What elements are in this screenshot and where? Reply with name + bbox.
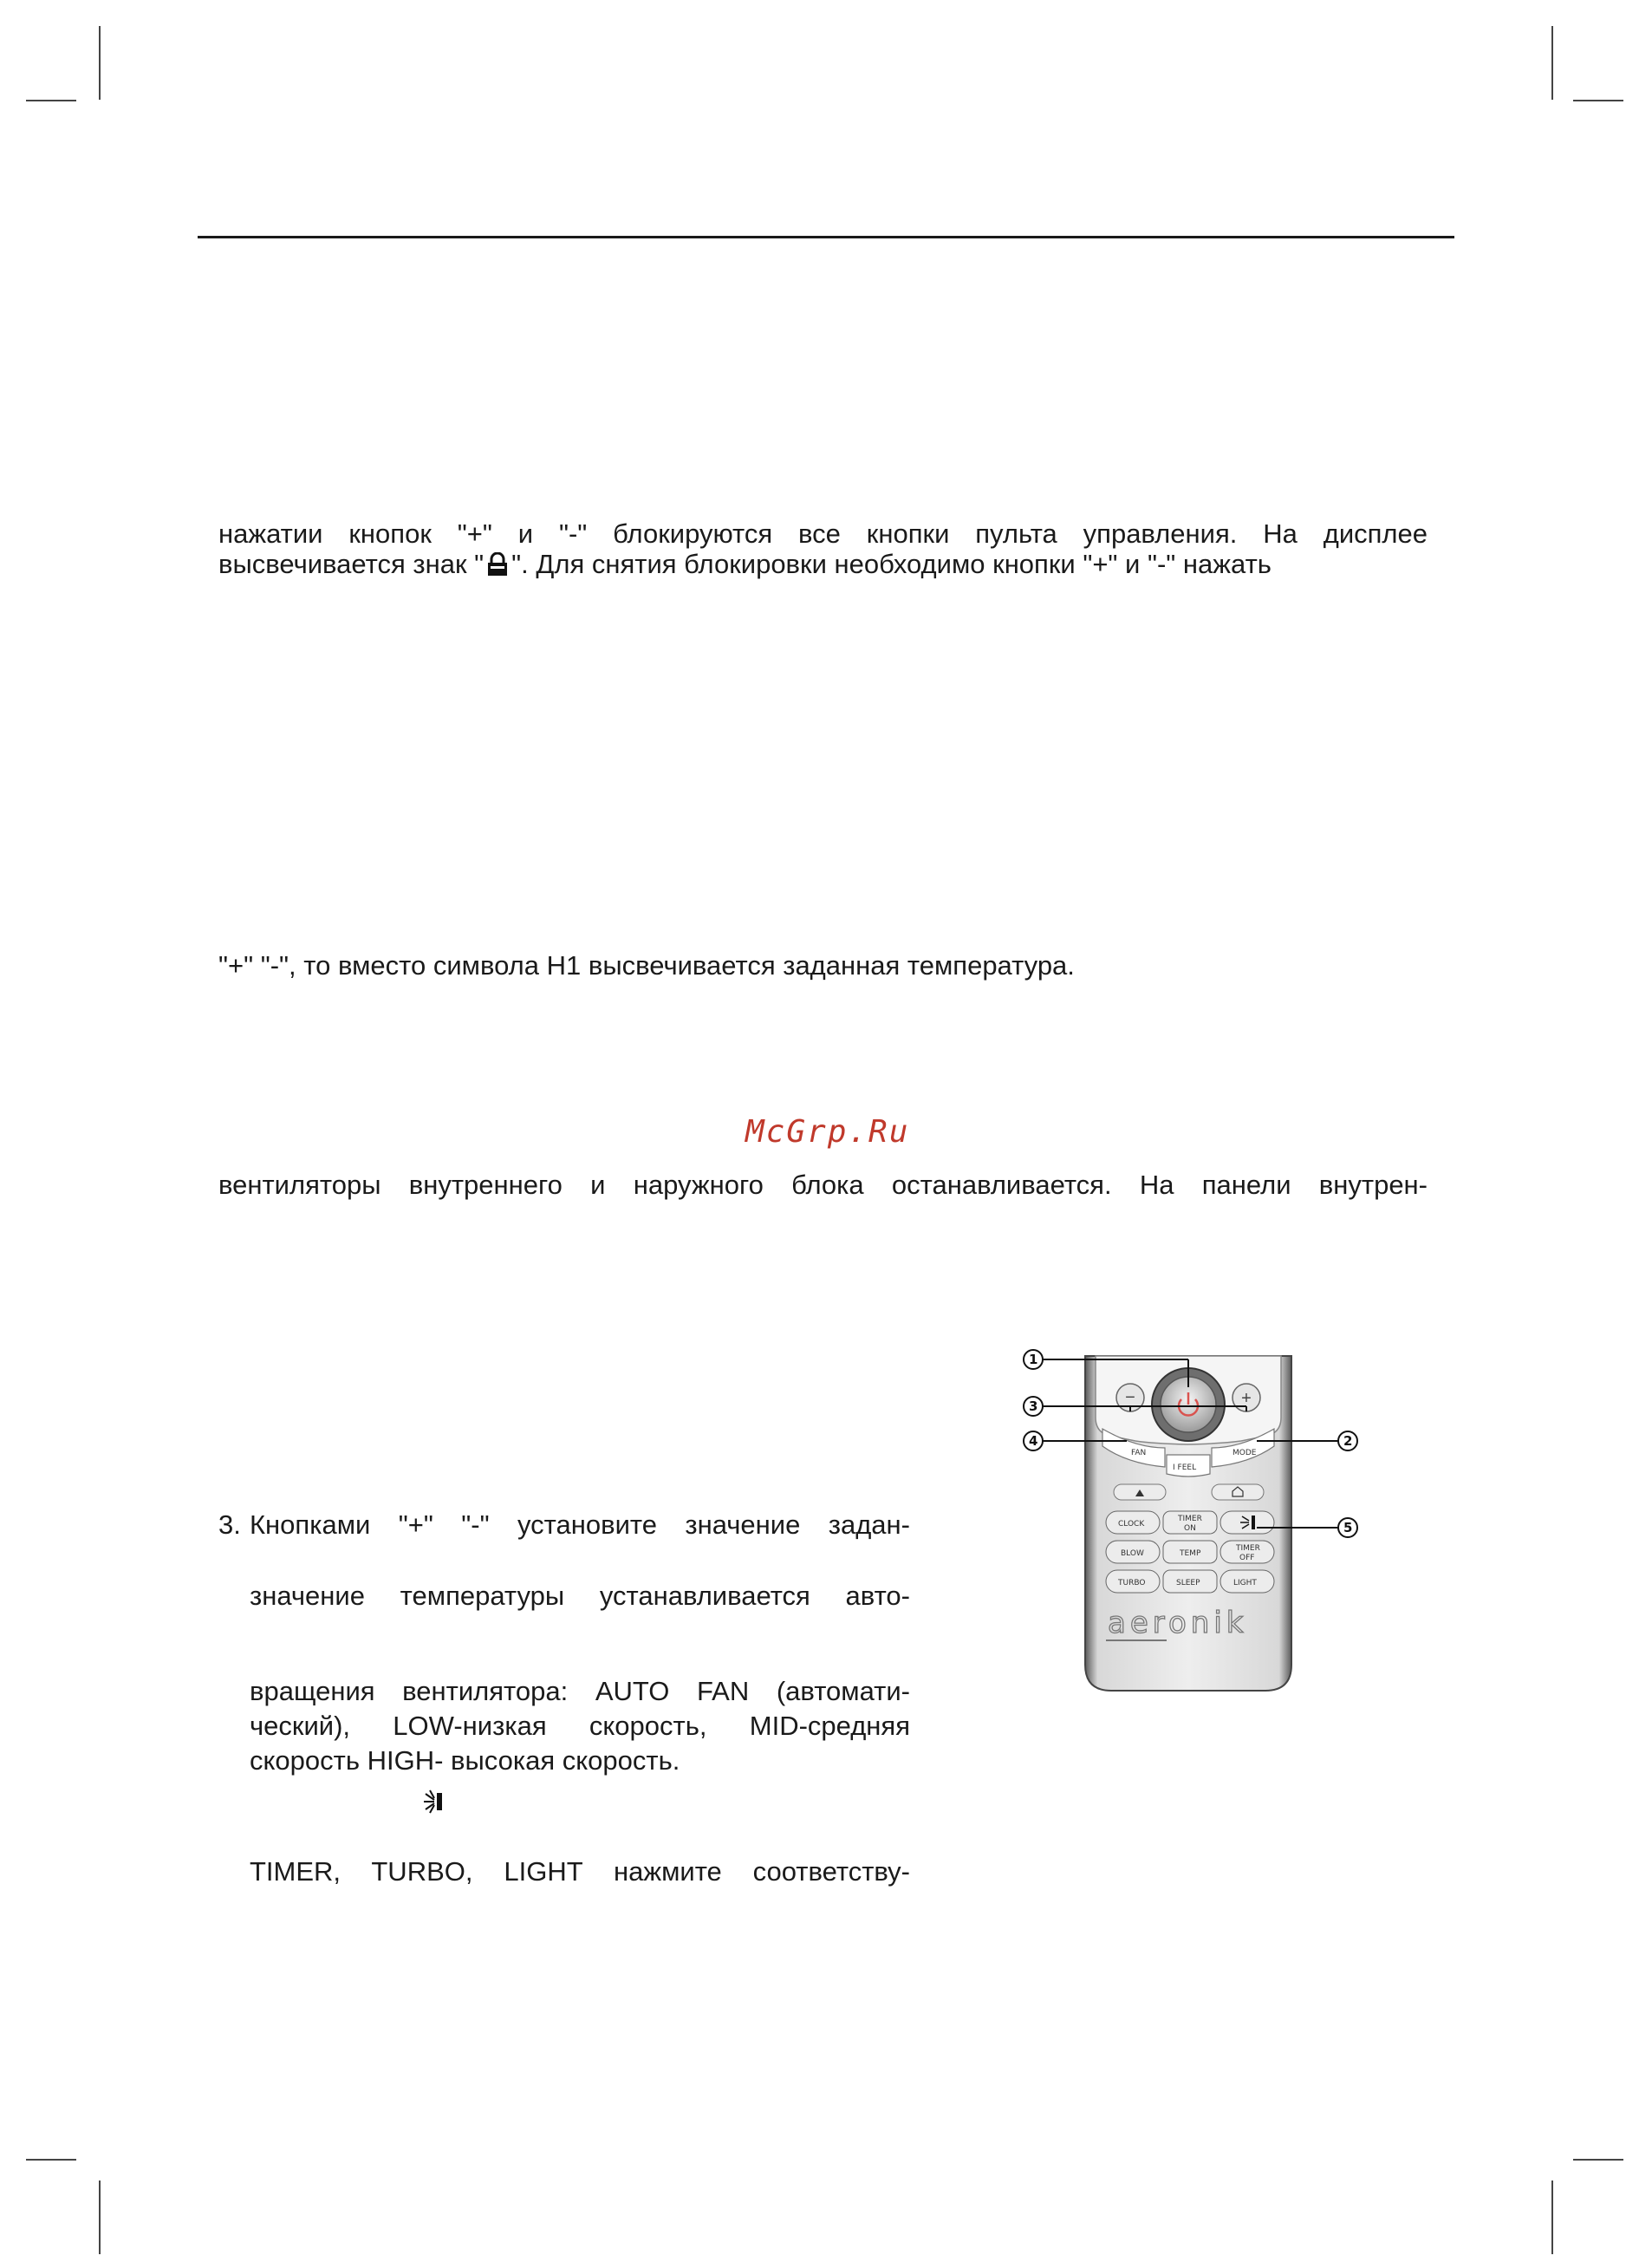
crop-mark-bottom-right-h — [1573, 2159, 1623, 2161]
brand-logo: aeronik — [1108, 1606, 1248, 1640]
step3-line: Кнопками "+" "-" установите значение задан- — [250, 1509, 910, 1540]
fan-speed-line-3: скорость HIGH- высокая скорость. — [250, 1745, 680, 1776]
crop-mark-top-right-v — [1551, 26, 1553, 100]
ifeel-label: I FEEL — [1173, 1463, 1197, 1472]
remote-svg — [1005, 1335, 1387, 1708]
fan-speed-line-2: ческий), LOW-низкая скорость, MID-средняя — [250, 1711, 910, 1741]
lock-line-2-start: высвечивается знак " — [218, 549, 485, 579]
blow-label: BLOW — [1121, 1549, 1144, 1558]
lock-line-2-end: ". Для снятия блокировки необходимо кнопки "+" и "-" нажать — [511, 549, 1272, 579]
callout-2-label: 2 — [1343, 1433, 1353, 1449]
lock-line-2 — [218, 548, 1272, 581]
remote-control-illustration — [1005, 1335, 1387, 1708]
crop-mark-top-left-h — [26, 100, 76, 101]
fans-line: вентиляторы внутреннего и наружного блока останавливается. На панели внутрен- — [218, 1170, 1428, 1200]
temp-label: TEMP — [1180, 1549, 1201, 1558]
timer-on-label-1: TIMER — [1178, 1515, 1202, 1523]
watermark: McGrp.Ru — [745, 1114, 910, 1150]
temp-auto-line: значение температуры устанавливается авто- — [250, 1581, 910, 1611]
callout-1-label: 1 — [1029, 1352, 1038, 1367]
callout-5-label: 5 — [1343, 1520, 1353, 1535]
minus-label: − — [1125, 1388, 1135, 1407]
plus-label: + — [1241, 1389, 1252, 1408]
timer-line: TIMER, TURBO, LIGHT нажмите соответству- — [250, 1856, 910, 1887]
callout-3-label: 3 — [1029, 1398, 1038, 1414]
callout-4-label: 4 — [1029, 1433, 1038, 1449]
fan-speed-line-1: вращения вентилятора: AUTO FAN (автомати- — [250, 1676, 910, 1706]
swing-sun-icon — [420, 1788, 446, 1814]
header-rule — [198, 236, 1454, 238]
crop-mark-top-right-h — [1573, 100, 1623, 101]
timer-off-label-2: OFF — [1239, 1554, 1255, 1562]
timer-on-label-2: ON — [1184, 1524, 1196, 1533]
step3-number: 3. — [218, 1509, 241, 1540]
mode-label: MODE — [1232, 1449, 1257, 1457]
light-label: LIGHT — [1233, 1579, 1257, 1587]
crop-mark-bottom-left-h — [26, 2159, 76, 2161]
crop-mark-bottom-left-v — [99, 2181, 101, 2254]
lock-line-1: нажатии кнопок "+" и "-" блокируются все кнопки пульта управления. На дисплее — [218, 518, 1428, 549]
crop-mark-bottom-right-v — [1551, 2181, 1553, 2254]
turbo-label: TURBO — [1118, 1579, 1146, 1587]
timer-off-label-1: TIMER — [1236, 1544, 1260, 1553]
h1-line: "+" "-", то вместо символа Н1 высвечивается заданная температура. — [218, 950, 1075, 981]
sleep-label: SLEEP — [1176, 1579, 1200, 1587]
lock-icon — [485, 552, 510, 577]
clock-label: CLOCK — [1118, 1520, 1145, 1529]
crop-mark-top-left-v — [99, 26, 101, 100]
fan-label: FAN — [1131, 1449, 1147, 1457]
